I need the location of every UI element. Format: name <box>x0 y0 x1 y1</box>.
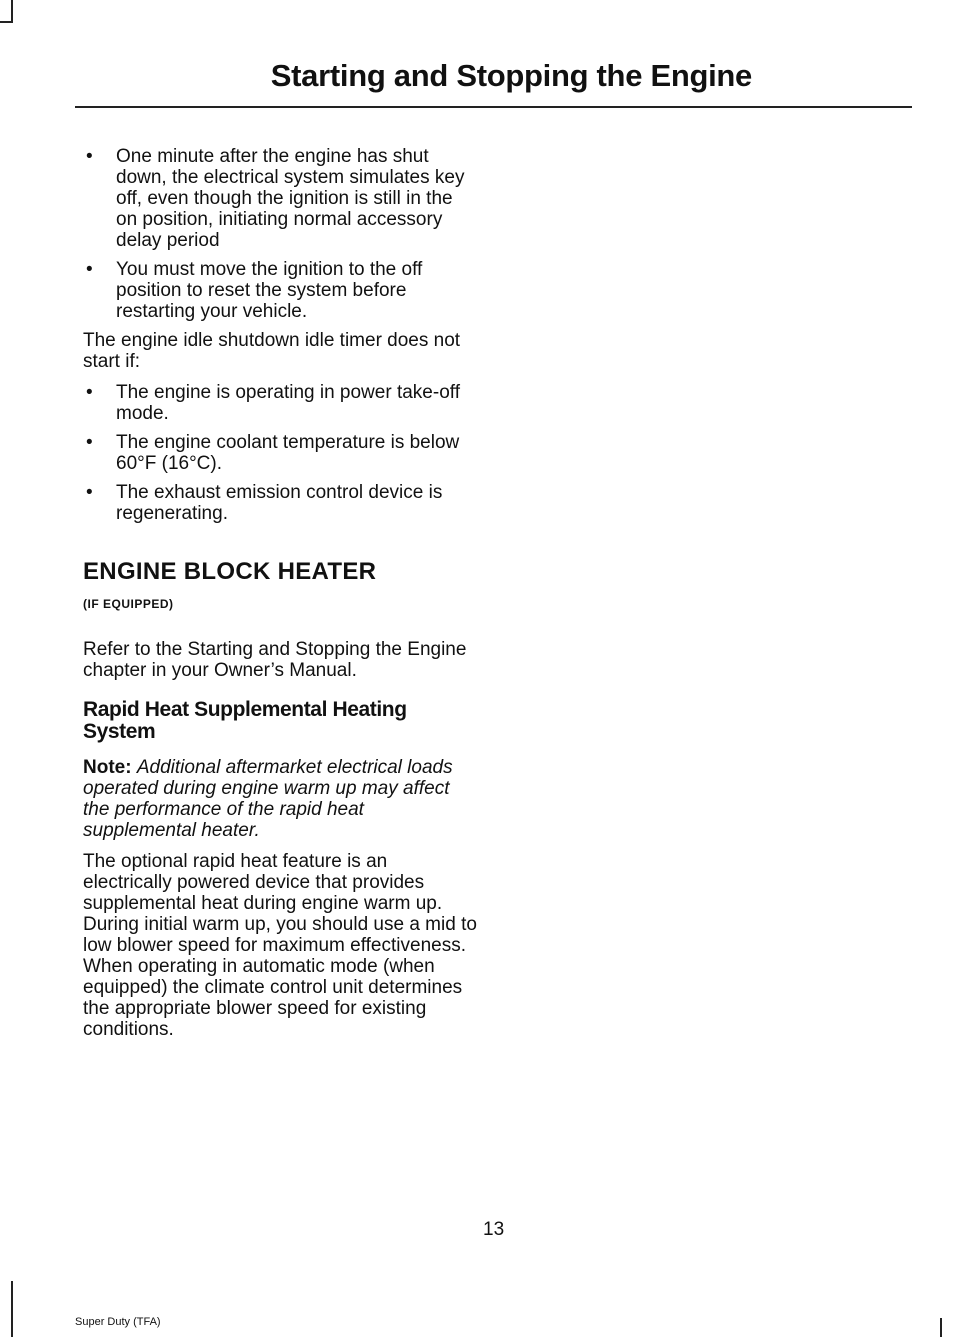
list-item <box>83 382 478 424</box>
section-heading <box>83 558 478 611</box>
list-item <box>83 146 478 251</box>
list-item-text: One minute after the engine has shut down, the electrical system simulates key off, even though the ignition is still in the on position, initiating normal accessory delay period <box>116 146 465 251</box>
crop-mark-bottom-right <box>940 1318 942 1337</box>
page-title: Starting and Stopping the Engine <box>270 58 752 93</box>
bullet-marker: • <box>86 482 93 503</box>
note-text: Additional aftermarket electrical loads operated during engine warm up may affect the performance of the rapid heat supplemental heater. <box>83 757 453 841</box>
list-item <box>83 432 478 474</box>
footer-model: Super Duty (TFA) <box>75 1316 161 1328</box>
list-item <box>83 259 478 322</box>
list-item-text: The engine coolant temperature is below 60°F (16°C). <box>116 432 460 474</box>
list-item-text: You must move the ignition to the off position to reset the system before restarting your vehicle. <box>116 259 423 322</box>
body-paragraph: The optional rapid heat feature is an electrically powered device that provides supplemental heat during engine warm up. During initial warm up, you should use a mid to low blower speed for maximum effectiveness. When operating in automatic mode (when equipped) the climate control unit determines the appropriate blower speed for existing conditions. <box>83 851 477 1040</box>
bullet-marker: • <box>86 259 93 280</box>
page-number: 13 <box>483 1219 505 1240</box>
bullet-marker: • <box>86 432 93 453</box>
section-heading-suffix: (IF EQUIPPED) <box>83 597 174 611</box>
section-heading-text: ENGINE BLOCK HEATER <box>83 558 377 585</box>
note-paragraph <box>83 757 478 841</box>
header-rule <box>75 106 912 108</box>
bullet-marker: • <box>86 382 93 403</box>
subsection-heading: Rapid Heat Supplemental Heating System <box>83 698 407 743</box>
crop-mark-top-left <box>11 0 13 22</box>
idle-intro: The engine idle shutdown idle timer does not start if: <box>83 330 461 372</box>
bullet-list-conditions <box>83 382 478 524</box>
bullet-marker: • <box>86 146 93 167</box>
list-item-text: The exhaust emission control device is regenerating. <box>116 482 443 524</box>
list-item <box>83 482 478 524</box>
crop-mark-top-left-h <box>0 21 13 23</box>
main-content <box>83 146 478 1050</box>
bullet-list-shutdown <box>83 146 478 322</box>
crop-mark-bottom-left <box>11 1281 13 1337</box>
note-label: Note: <box>83 757 132 778</box>
refer-text: Refer to the Starting and Stopping the Engine chapter in your Owner’s Manual. <box>83 639 467 681</box>
list-item-text: The engine is operating in power take-off mode. <box>116 382 460 424</box>
